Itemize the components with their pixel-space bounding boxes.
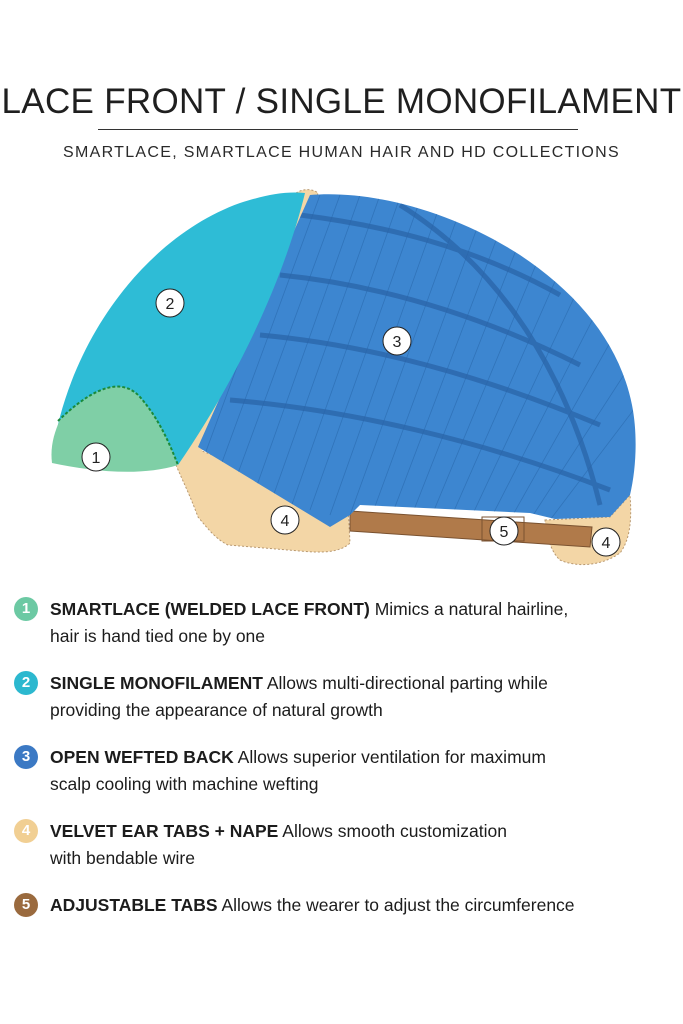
legend-description: Allows the wearer to adjust the circumference	[221, 895, 575, 915]
svg-text:5: 5	[499, 524, 509, 541]
svg-text:2: 2	[165, 296, 175, 313]
legend-description-cont: with bendable wire	[50, 848, 195, 868]
legend-item-ear-tabs	[14, 818, 674, 872]
legend-term: SINGLE MONOFILAMENT	[50, 673, 263, 693]
marker-2	[156, 289, 184, 317]
legend-description-cont: scalp cooling with machine wefting	[50, 774, 319, 794]
legend-term: VELVET EAR TABS + NAPE	[50, 821, 279, 841]
svg-text:4: 4	[280, 513, 290, 530]
marker-3	[383, 327, 411, 355]
marker-4-ear	[271, 506, 299, 534]
marker-4-nape	[592, 528, 620, 556]
legend-item-adjustable-tabs	[14, 892, 674, 919]
page-subtitle: SMARTLACE, SMARTLACE HUMAN HAIR AND HD COLLECTIONS	[63, 144, 620, 161]
legend-term: ADJUSTABLE TABS	[50, 895, 218, 915]
legend-number-badge: 3	[14, 745, 38, 769]
legend-description: Allows superior ventilation for maximum	[237, 747, 546, 767]
legend-number-badge: 4	[14, 819, 38, 843]
legend-description: Mimics a natural hairline,	[374, 599, 569, 619]
svg-text:3: 3	[392, 334, 402, 351]
legend-description: Allows smooth customization	[282, 821, 507, 841]
legend-description-cont: providing the appearance of natural growth	[50, 700, 383, 720]
legend	[14, 596, 674, 939]
title-divider	[98, 129, 578, 130]
legend-term: SMARTLACE (WELDED LACE FRONT)	[50, 599, 370, 619]
legend-item-monofilament	[14, 670, 674, 724]
page-title: LACE FRONT / SINGLE MONOFILAMENT	[1, 82, 682, 121]
marker-1	[82, 443, 110, 471]
legend-item-smartlace	[14, 596, 674, 650]
legend-number-badge: 2	[14, 671, 38, 695]
legend-description: Allows multi-directional parting while	[266, 673, 548, 693]
legend-term: OPEN WEFTED BACK	[50, 747, 234, 767]
svg-text:4: 4	[601, 535, 611, 552]
legend-item-wefted-back	[14, 744, 674, 798]
legend-number-badge: 5	[14, 893, 38, 917]
legend-description-cont: hair is hand tied one by one	[50, 626, 266, 646]
legend-number-badge: 1	[14, 597, 38, 621]
svg-text:1: 1	[91, 450, 101, 467]
wig-cap-diagram	[0, 175, 683, 585]
marker-5	[490, 517, 518, 545]
